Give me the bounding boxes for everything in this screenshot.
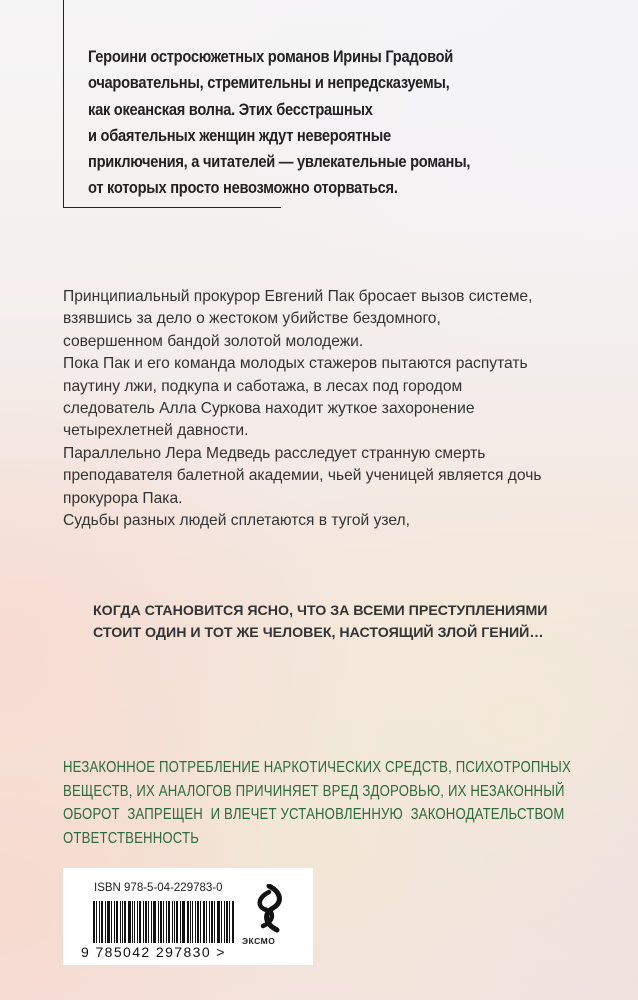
legal-warning — [63, 756, 571, 850]
barcode-bar — [137, 901, 138, 943]
barcode-bar — [187, 901, 189, 943]
synopsis-line: преподавателя балетной академии, чьей ученицей является дочь — [63, 467, 542, 485]
warning-line: ВЕЩЕСТВ, ИХ АНАЛОГОВ ПРИЧИНЯЕТ ВРЕД ЗДОРОВЬЮ, ИХ НЕЗАКОННЫЙ — [63, 782, 565, 800]
barcode-bar — [195, 901, 196, 943]
synopsis-line: взявшись за дело о жестоком убийстве бездомного, — [63, 310, 441, 328]
blurb-line: от которых просто невозможно оторваться. — [88, 179, 398, 198]
isbn-barcode-box — [63, 868, 313, 965]
synopsis-line: Судьбы разных людей сплетаются в тугой узел, — [63, 512, 410, 530]
synopsis-line: Параллельно Лера Медведь расследует странную смерть — [63, 444, 486, 462]
barcode-bar — [180, 901, 181, 943]
barcode-bar — [203, 901, 205, 943]
barcode-bar — [153, 901, 156, 943]
barcode-bar — [214, 901, 215, 943]
barcode-bar — [221, 901, 222, 943]
barcode-bar — [174, 901, 175, 943]
climax-line: КОГДА СТАНОВИТСЯ ЯСНО, ЧТО ЗА ВСЕМИ ПРЕСТУПЛЕНИЯМИ — [93, 603, 548, 619]
barcode-bar — [166, 901, 167, 943]
synopsis-line: совершенном бандой золотой молодежи. — [63, 332, 364, 350]
synopsis-line: следователь Алла Суркова находит жуткое захоронение — [63, 400, 475, 418]
barcode-bar — [168, 901, 170, 943]
barcode-bar — [151, 901, 152, 943]
barcode-bar — [200, 901, 201, 943]
isbn-label: ISBN 978-5-04-229783-0 — [94, 882, 223, 894]
publisher-logo-text: ЭКСМО — [242, 936, 276, 946]
synopsis-climax — [93, 600, 547, 645]
synopsis-line: Пока Пак и его команда молодых стажеров пытаются распутать — [63, 355, 528, 373]
barcode-bar — [217, 901, 220, 943]
barcode-bar — [224, 901, 225, 943]
blurb-line: очаровательны, стремительны и непредсказуемы, — [88, 74, 450, 93]
barcode-bar — [120, 901, 121, 943]
blurb-line: как океанская волна. Этих бесстрашных — [88, 100, 373, 119]
barcode-bar — [99, 901, 100, 943]
barcode-bar — [139, 901, 141, 943]
barcode-bar — [160, 901, 162, 943]
barcode-bar — [206, 901, 207, 943]
synopsis-line: Принципиальный прокурор Евгений Пак бросает вызов системе, — [63, 288, 533, 305]
barcode-bar — [145, 901, 147, 943]
barcode-bar — [209, 901, 210, 943]
barcode-bar — [116, 901, 118, 943]
barcode-bar — [197, 901, 199, 943]
eksmo-logo-icon — [249, 884, 289, 934]
series-blurb — [88, 44, 471, 202]
warning-line: НЕЗАКОННОЕ ПОТРЕБЛЕНИЕ НАРКОТИЧЕСКИХ СРЕДСТВ, ПСИХОТРОПНЫХ — [63, 759, 571, 776]
climax-line: СТОИТ ОДИН И ТОТ ЖЕ ЧЕЛОВЕК, НАСТОЯЩИЙ ЗЛОЙ ГЕНИЙ… — [93, 625, 544, 642]
barcode-bar — [124, 901, 126, 943]
barcode-bar — [163, 901, 164, 943]
barcode-bar — [93, 901, 95, 943]
blurb-line: Героини остросюжетных романов Ирины Градовой — [88, 48, 454, 66]
barcode-bar — [105, 901, 106, 943]
warning-line: ОБОРОТ ЗАПРЕЩЕН И ВЛЕЧЕТ УСТАНОВЛЕННУЮ ЗАКОНОДАТЕЛЬСТВОМ — [63, 806, 565, 823]
barcode-bar — [111, 901, 112, 943]
synopsis-line: паутину лжи, подкупа и саботажа, в лесах под городом — [63, 377, 463, 395]
barcode-bar — [182, 901, 185, 943]
barcode — [93, 901, 243, 943]
barcode-bar — [172, 901, 173, 943]
barcode-bar — [176, 901, 178, 943]
blurb-line: приключения, а читателей — увлекательные романы, — [88, 153, 471, 172]
barcode-bar — [148, 901, 149, 943]
barcode-bar — [192, 901, 193, 943]
barcode-bar — [143, 901, 144, 943]
barcode-bar — [107, 901, 110, 943]
barcode-bar — [132, 901, 133, 943]
barcode-bar — [101, 901, 103, 943]
warning-line: ОТВЕТСТВЕННОСТЬ — [63, 829, 200, 847]
barcode-digits: 9 785042 297830 > — [81, 944, 226, 960]
barcode-bar — [229, 901, 230, 943]
barcode-bar — [96, 901, 97, 943]
synopsis-line: прокурора Пака. — [63, 489, 183, 507]
barcode-bar — [211, 901, 213, 943]
barcode-bar — [232, 901, 234, 943]
barcode-bar — [134, 901, 135, 943]
barcode-bar — [114, 901, 115, 943]
barcode-bar — [128, 901, 131, 943]
synopsis-line: четырехлетней давности. — [63, 422, 249, 440]
barcode-bar — [122, 901, 123, 943]
barcode-bar — [226, 901, 228, 943]
barcode-bar — [190, 901, 191, 943]
barcode-bar — [158, 901, 159, 943]
blurb-line: и обаятельных женщин ждут невероятные — [88, 126, 391, 145]
synopsis — [63, 286, 541, 532]
